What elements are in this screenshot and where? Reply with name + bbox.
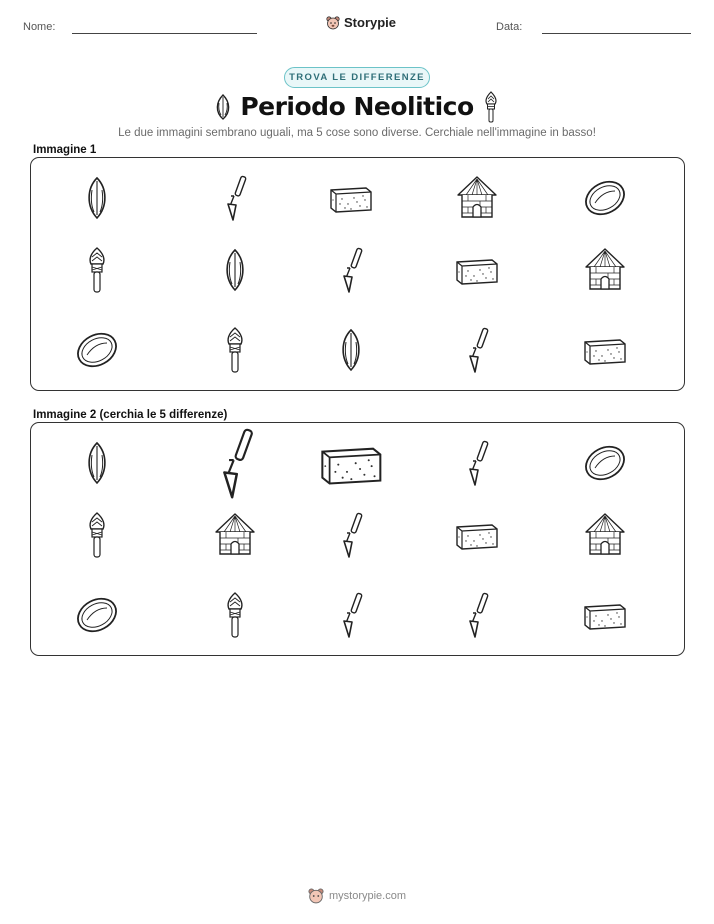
title-torch-icon [481,91,501,123]
date-label: Data: [496,21,523,33]
brick-icon[interactable] [454,519,500,551]
activity-badge: TROVA LE DIFFERENZE [284,67,430,88]
hut-icon[interactable] [582,512,628,558]
image1-label: Immagine 1 [33,144,97,156]
image2-label: Immagine 2 (cerchia le 5 differenze) [33,409,228,421]
hut-icon [454,175,500,221]
brick-icon [582,334,628,366]
disc-icon[interactable] [75,596,119,634]
brick-icon [454,254,500,286]
image1-panel [30,157,685,391]
footer-site: mystorypie.com [328,890,407,902]
page-title: Periodo Neolitico [240,92,474,121]
title-seed-icon [212,93,234,121]
bear-logo-icon [326,16,340,30]
torch-icon[interactable] [222,591,248,639]
instructions: Le due immagini sembrano uguali, ma 5 cose sono diverse. Cerchiale nell'immagine in basso! [118,127,596,139]
brick-icon [328,182,374,214]
hut-icon [582,247,628,293]
footer [0,888,714,904]
hut-icon[interactable] [212,512,258,558]
brand-name: Storypie [344,15,397,30]
seed-icon [336,328,366,372]
trowel-icon [462,326,492,374]
torch-icon [222,326,248,374]
trowel-icon [220,174,250,222]
trowel-icon [336,246,366,294]
trowel-icon[interactable] [336,511,366,559]
torch-icon[interactable] [84,511,110,559]
brick-icon[interactable] [582,599,628,631]
bear-logo-icon [308,888,324,904]
trowel-icon[interactable] [462,439,492,487]
disc-icon[interactable] [583,444,627,482]
seed-icon [220,248,250,292]
image2-panel[interactable] [30,422,685,656]
brick-icon[interactable] [318,440,385,486]
trowel-icon[interactable] [212,426,259,500]
name-label: Nome: [23,21,56,33]
seed-icon [82,176,112,220]
date-field[interactable] [542,33,691,34]
trowel-icon[interactable] [336,591,366,639]
seed-icon[interactable] [82,441,112,485]
disc-icon [75,331,119,369]
disc-icon [583,179,627,217]
torch-icon [84,246,110,294]
trowel-icon[interactable] [462,591,492,639]
name-field[interactable] [72,33,257,34]
brand-logo [326,15,396,30]
